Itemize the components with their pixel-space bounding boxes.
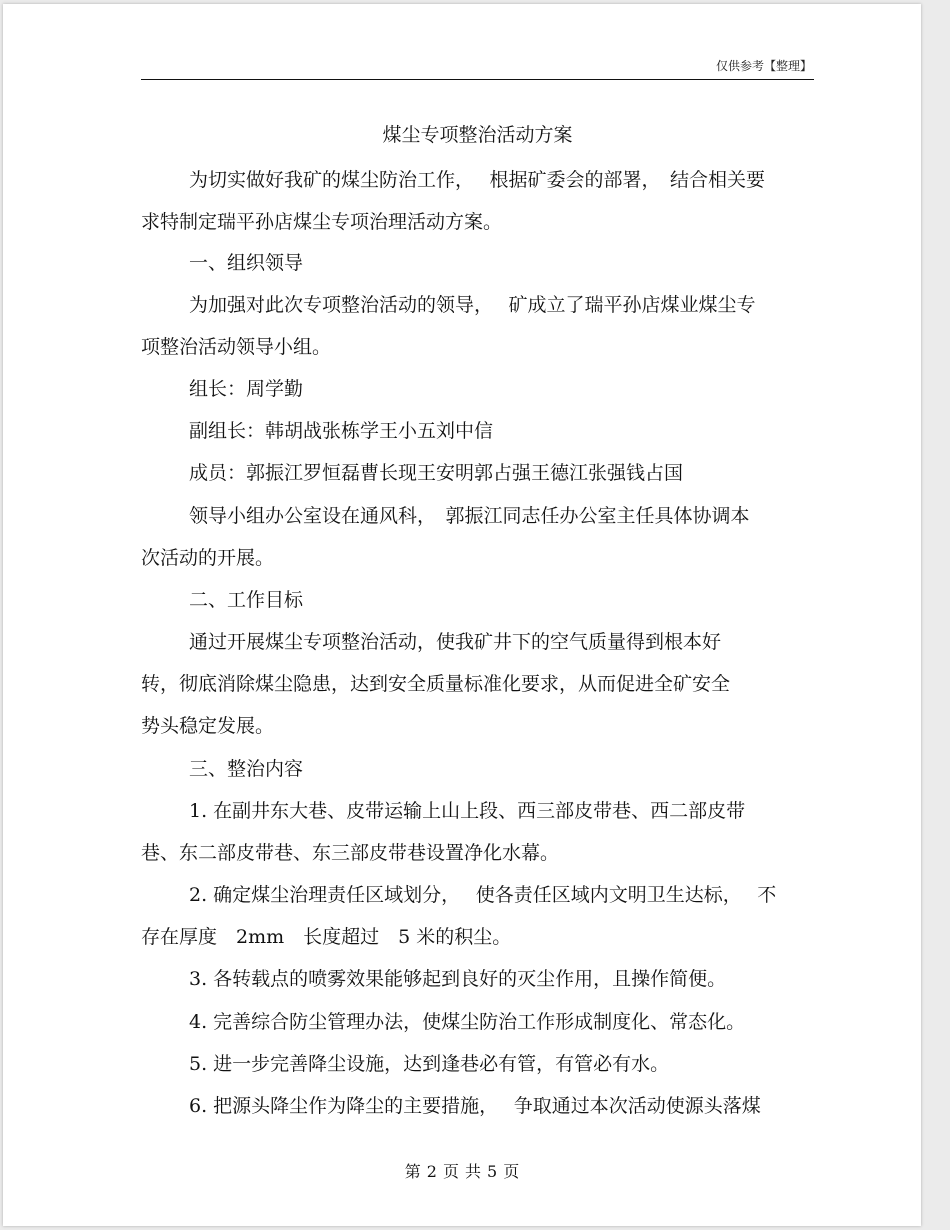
section-heading-goals [141,579,813,621]
paragraph-intro [141,159,813,243]
paragraph-line: 通过开展煤尘专项整治活动，使我矿井下的空气质量得到根本好 [189,631,722,653]
paragraph-line: 三、整治内容 [189,758,304,780]
paragraph-line: 5. 进一步完善降尘设施，达到逢巷必有管，有管必有水。 [189,1053,670,1075]
header-note: 仅供参考【整理】 [715,59,812,73]
paragraph-line: 成员：郭振江罗恒磊曹长现王安明郭占强王德江张强钱占国 [189,462,684,484]
document-title: 煤尘专项整治活动方案 [382,124,573,146]
paragraph-line: 2. 确定煤尘治理责任区域划分， 使各责任区域内文明卫生达标， 不 [189,884,777,906]
paragraph-line: 3. 各转载点的喷雾效果能够起到良好的灭尘作用，且操作简便。 [189,968,727,990]
paragraph-leader [141,368,813,410]
current-page-number: 2 [426,1162,437,1181]
list-item-3 [141,958,813,1000]
paragraph-line: 副组长：韩胡战张栋学王小五刘中信 [189,420,494,442]
paragraph-members [141,452,813,494]
paragraph-goals [141,621,813,747]
section-heading-content [141,748,813,790]
paragraph-line: 1. 在副井东大巷、皮带运输上山上段、西三部皮带巷、西二部皮带 [189,800,746,822]
list-item-6 [141,1085,813,1127]
paragraph-line: 6. 把源头降尘作为降尘的主要措施， 争取通过本次活动使源头落煤 [189,1095,761,1117]
document-page [3,4,921,1226]
footer-suffix: 页 [503,1162,520,1181]
list-item-5 [141,1043,813,1085]
paragraph-line: 一、组织领导 [189,252,304,274]
page-footer [3,1159,921,1182]
paragraph-line: 巷、东二部皮带巷、东三部皮带巷设置净化水幕。 [141,842,560,864]
paragraph-line: 为切实做好我矿的煤尘防治工作， 根据矿委会的部署， 结合相关要 [189,169,766,191]
total-page-number: 5 [487,1162,498,1181]
paragraph-line: 为加强对此次专项整治活动的领导， 矿成立了瑞平孙店煤业煤尘专 [189,294,756,316]
paragraph-line: 存在厚度 2mm 长度超过 5 米的积尘。 [141,926,512,948]
list-item-4 [141,1001,813,1043]
paragraph-line: 项整治活动领导小组。 [141,336,332,358]
paragraph-line: 二、工作目标 [189,589,304,611]
list-item-1 [141,790,813,874]
header-rule [141,79,814,80]
paragraph-office [141,495,813,579]
paragraph-line: 势头稳定发展。 [141,715,275,737]
section-heading-organization [141,242,813,284]
footer-total-word: 共 [465,1162,482,1181]
paragraph-line: 转，彻底消除煤尘隐患，达到安全质量标准化要求，从而促进全矿安全 [141,673,731,695]
paragraph-line: 次活动的开展。 [141,547,275,569]
paragraph-line: 组长：周学勤 [189,378,304,400]
list-item-2 [141,874,813,958]
paragraph-line: 领导小组办公室设在通风科， 郭振江同志任办公室主任具体协调本 [189,505,750,527]
footer-prefix: 第 [404,1162,421,1181]
paragraph-leadership [141,284,813,368]
paragraph-line: 求特制定瑞平孙店煤尘专项治理活动方案。 [141,211,503,233]
footer-page-word: 页 [442,1162,459,1181]
paragraph-line: 4. 完善综合防尘管理办法，使煤尘防治工作形成制度化、常态化。 [189,1011,746,1033]
paragraph-deputy-leaders [141,410,813,452]
